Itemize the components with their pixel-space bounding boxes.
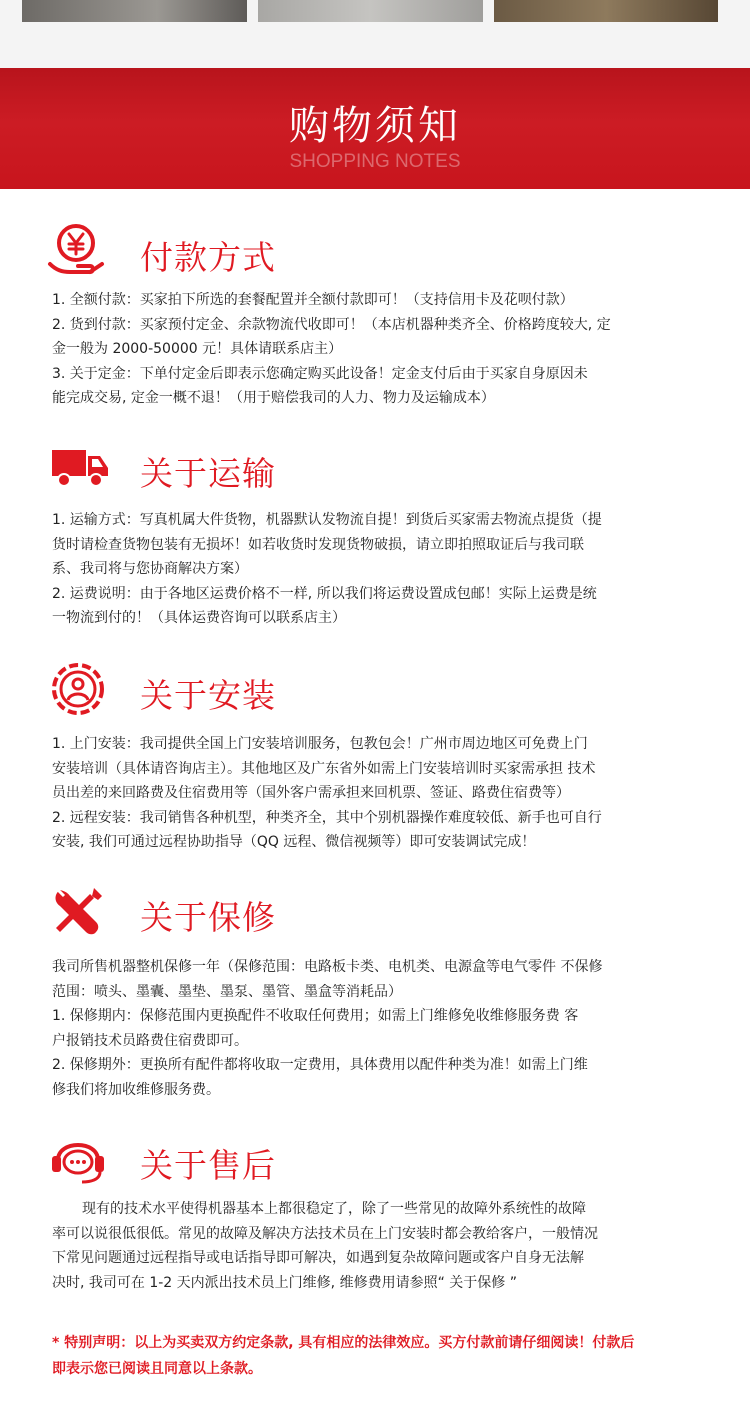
section-payment-body xyxy=(52,288,700,411)
notice-line: * 特别声明：以上为买卖双方约定条款, 具有相应的法律效应。买方付款前请仔细阅读！付款后 xyxy=(52,1335,635,1351)
text-line: 一物流到付的！（具体运费咨询可以联系店主） xyxy=(52,610,346,626)
text-line: 决时, 我司可在 1-2 天内派出技术员上门维修, 维修费用请参照“ 关于保修 ” xyxy=(52,1274,517,1291)
text-line: 2. 远程安装：我司销售各种机型，种类齐全，其中个别机器操作难度较低、新手也可自行 xyxy=(52,809,602,826)
section-install-body xyxy=(52,732,700,855)
headset-chat-icon xyxy=(46,1128,110,1190)
section-title: 关于售后 xyxy=(140,1146,276,1185)
text-line: 下常见问题通过远程指导或电话指导即可解决，如遇到复杂故障问题或客户自身无法解 xyxy=(52,1250,584,1266)
product-photo xyxy=(22,0,247,22)
section-title: 付款方式 xyxy=(140,238,276,277)
text-line: 1. 上门安装：我司提供全国上门安装培训服务，包教包会！广州市周边地区可免费上门 xyxy=(52,736,588,752)
text-line: 2. 运费说明：由于各地区运费价格不一样, 所以我们将运费设置成包邮！实际上运费是统 xyxy=(52,585,597,602)
text-line: 1. 保修期内：保修范围内更换配件不收取任何费用；如需上门维修免收维修服务费 客 xyxy=(52,1008,579,1024)
text-line: 范围：喷头、墨囊、墨垫、墨泵、墨管、墨盒等消耗品） xyxy=(52,983,402,1000)
text-line: 修我们将加收维修服务费。 xyxy=(52,1081,220,1098)
banner-title: 购物须知 xyxy=(289,103,461,149)
text-line: 2. 货到付款：买家预付定金、余款物流代收即可！（本店机器种类齐全、价格跨度较大, 定 xyxy=(52,316,611,333)
product-photo xyxy=(258,0,483,22)
truck-icon xyxy=(46,436,110,498)
text-line: 率可以说很低很低。常见的故障及解决方法技术员在上门安装时都会教给客户，一般情况 xyxy=(52,1225,598,1242)
section-title: 关于安装 xyxy=(140,676,276,715)
text-line: 能完成交易, 定金一概不退！（用于赔偿我司的人力、物力及运输成本） xyxy=(52,390,495,406)
text-line: 系、我司将与您协商解决方案） xyxy=(52,561,248,577)
banner-subtitle: SHOPPING NOTES xyxy=(289,151,461,172)
product-photo xyxy=(494,0,718,22)
yuan-hand-icon xyxy=(46,220,110,282)
section-warranty-body xyxy=(52,955,700,1102)
special-notice xyxy=(52,1330,712,1382)
installer-gear-icon xyxy=(46,658,110,720)
text-line: 我司所售机器整机保修一年（保修范围：电路板卡类、电机类、电源盒等电气零件 不保修 xyxy=(52,959,603,975)
section-aftersale-header xyxy=(0,1128,750,1190)
section-title: 关于运输 xyxy=(140,454,276,493)
section-payment-header xyxy=(0,220,750,282)
text-line: 员出差的来回路费及住宿费用等（国外客户需承担来回机票、签证、路费住宿费等） xyxy=(52,785,570,801)
section-title: 关于保修 xyxy=(140,898,276,937)
notice-line: 即表示您已阅读且同意以上条款。 xyxy=(52,1361,262,1377)
text-line: 1. 运输方式：写真机属大件货物，机器默认发物流自提！到货后买家需去物流点提货（提 xyxy=(52,512,602,528)
text-line: 金一般为 2000-50000 元！具体请联系店主） xyxy=(52,341,343,357)
section-warranty-header xyxy=(0,880,750,942)
text-line: 户报销技术员路费住宿费即可。 xyxy=(52,1032,248,1049)
section-aftersale-body xyxy=(52,1197,700,1295)
text-line: 1. 全额付款：买家拍下所选的套餐配置并全额付款即可！（支持信用卡及花呗付款） xyxy=(52,292,574,308)
section-install-header xyxy=(0,658,750,720)
section-shipping-header xyxy=(0,436,750,498)
wrench-screwdriver-icon xyxy=(46,880,110,942)
text-line: 现有的技术水平使得机器基本上都很稳定了，除了一些常见的故障外系统性的故障 xyxy=(82,1201,586,1217)
text-line: 安装培训（具体请咨询店主）。其他地区及广东省外如需上门安装培训时买家需承担 技术 xyxy=(52,760,596,777)
text-line: 货时请检查货物包装有无损坏！如若收货时发现货物破损，请立即拍照取证后与我司联 xyxy=(52,536,584,553)
text-line: 3. 关于定金：下单付定金后即表示您确定购买此设备！定金支付后由于买家自身原因未 xyxy=(52,365,588,382)
text-line: 安装, 我们可通过远程协助指导（QQ 远程、微信视频等）即可安装调试完成！ xyxy=(52,834,536,850)
product-photo-strip xyxy=(0,0,750,68)
text-line: 2. 保修期外：更换所有配件都将收取一定费用，具体费用以配件种类为准！如需上门维 xyxy=(52,1057,588,1073)
section-shipping-body xyxy=(52,508,700,631)
